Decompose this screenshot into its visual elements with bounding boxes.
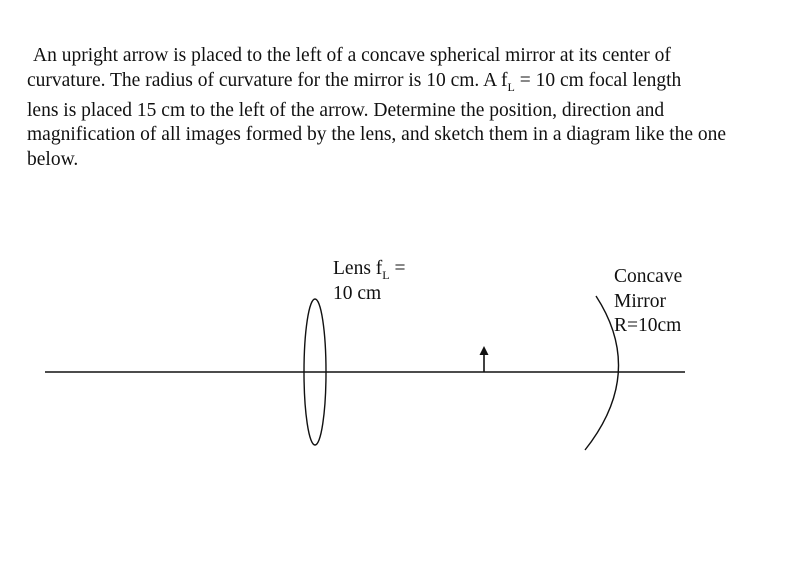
problem-line-1: An upright arrow is placed to the left of a concave spherical mirror at its center of bbox=[33, 45, 671, 66]
focal-subscript: L bbox=[507, 79, 515, 94]
mirror-label-line2: Mirror bbox=[614, 291, 666, 312]
mirror-label-line1: Concave bbox=[614, 266, 683, 287]
lens-label-line2: 10 cm bbox=[333, 283, 382, 304]
lens-label-line1 bbox=[333, 258, 406, 282]
lens-label-subscript: L bbox=[382, 268, 390, 282]
problem-line-2-text: curvature. The radius of curvature for the mirror is 10 cm. A f bbox=[27, 69, 508, 91]
lens-label-suffix: = bbox=[389, 258, 406, 279]
object-arrow-head bbox=[480, 346, 489, 355]
problem-line-3: lens is placed 15 cm to the left of the arrow. Determine the position, direction and bbox=[27, 99, 665, 121]
problem-line-4: magnification of all images formed by the lens, and sketch them in a diagram like the one bbox=[27, 124, 727, 146]
mirror-label-line3: R=10cm bbox=[614, 315, 682, 336]
problem-line-2-tail: = 10 cm focal length bbox=[514, 69, 682, 91]
problem-line-5: below. bbox=[27, 148, 79, 170]
lens-label-prefix: Lens f bbox=[333, 258, 383, 279]
